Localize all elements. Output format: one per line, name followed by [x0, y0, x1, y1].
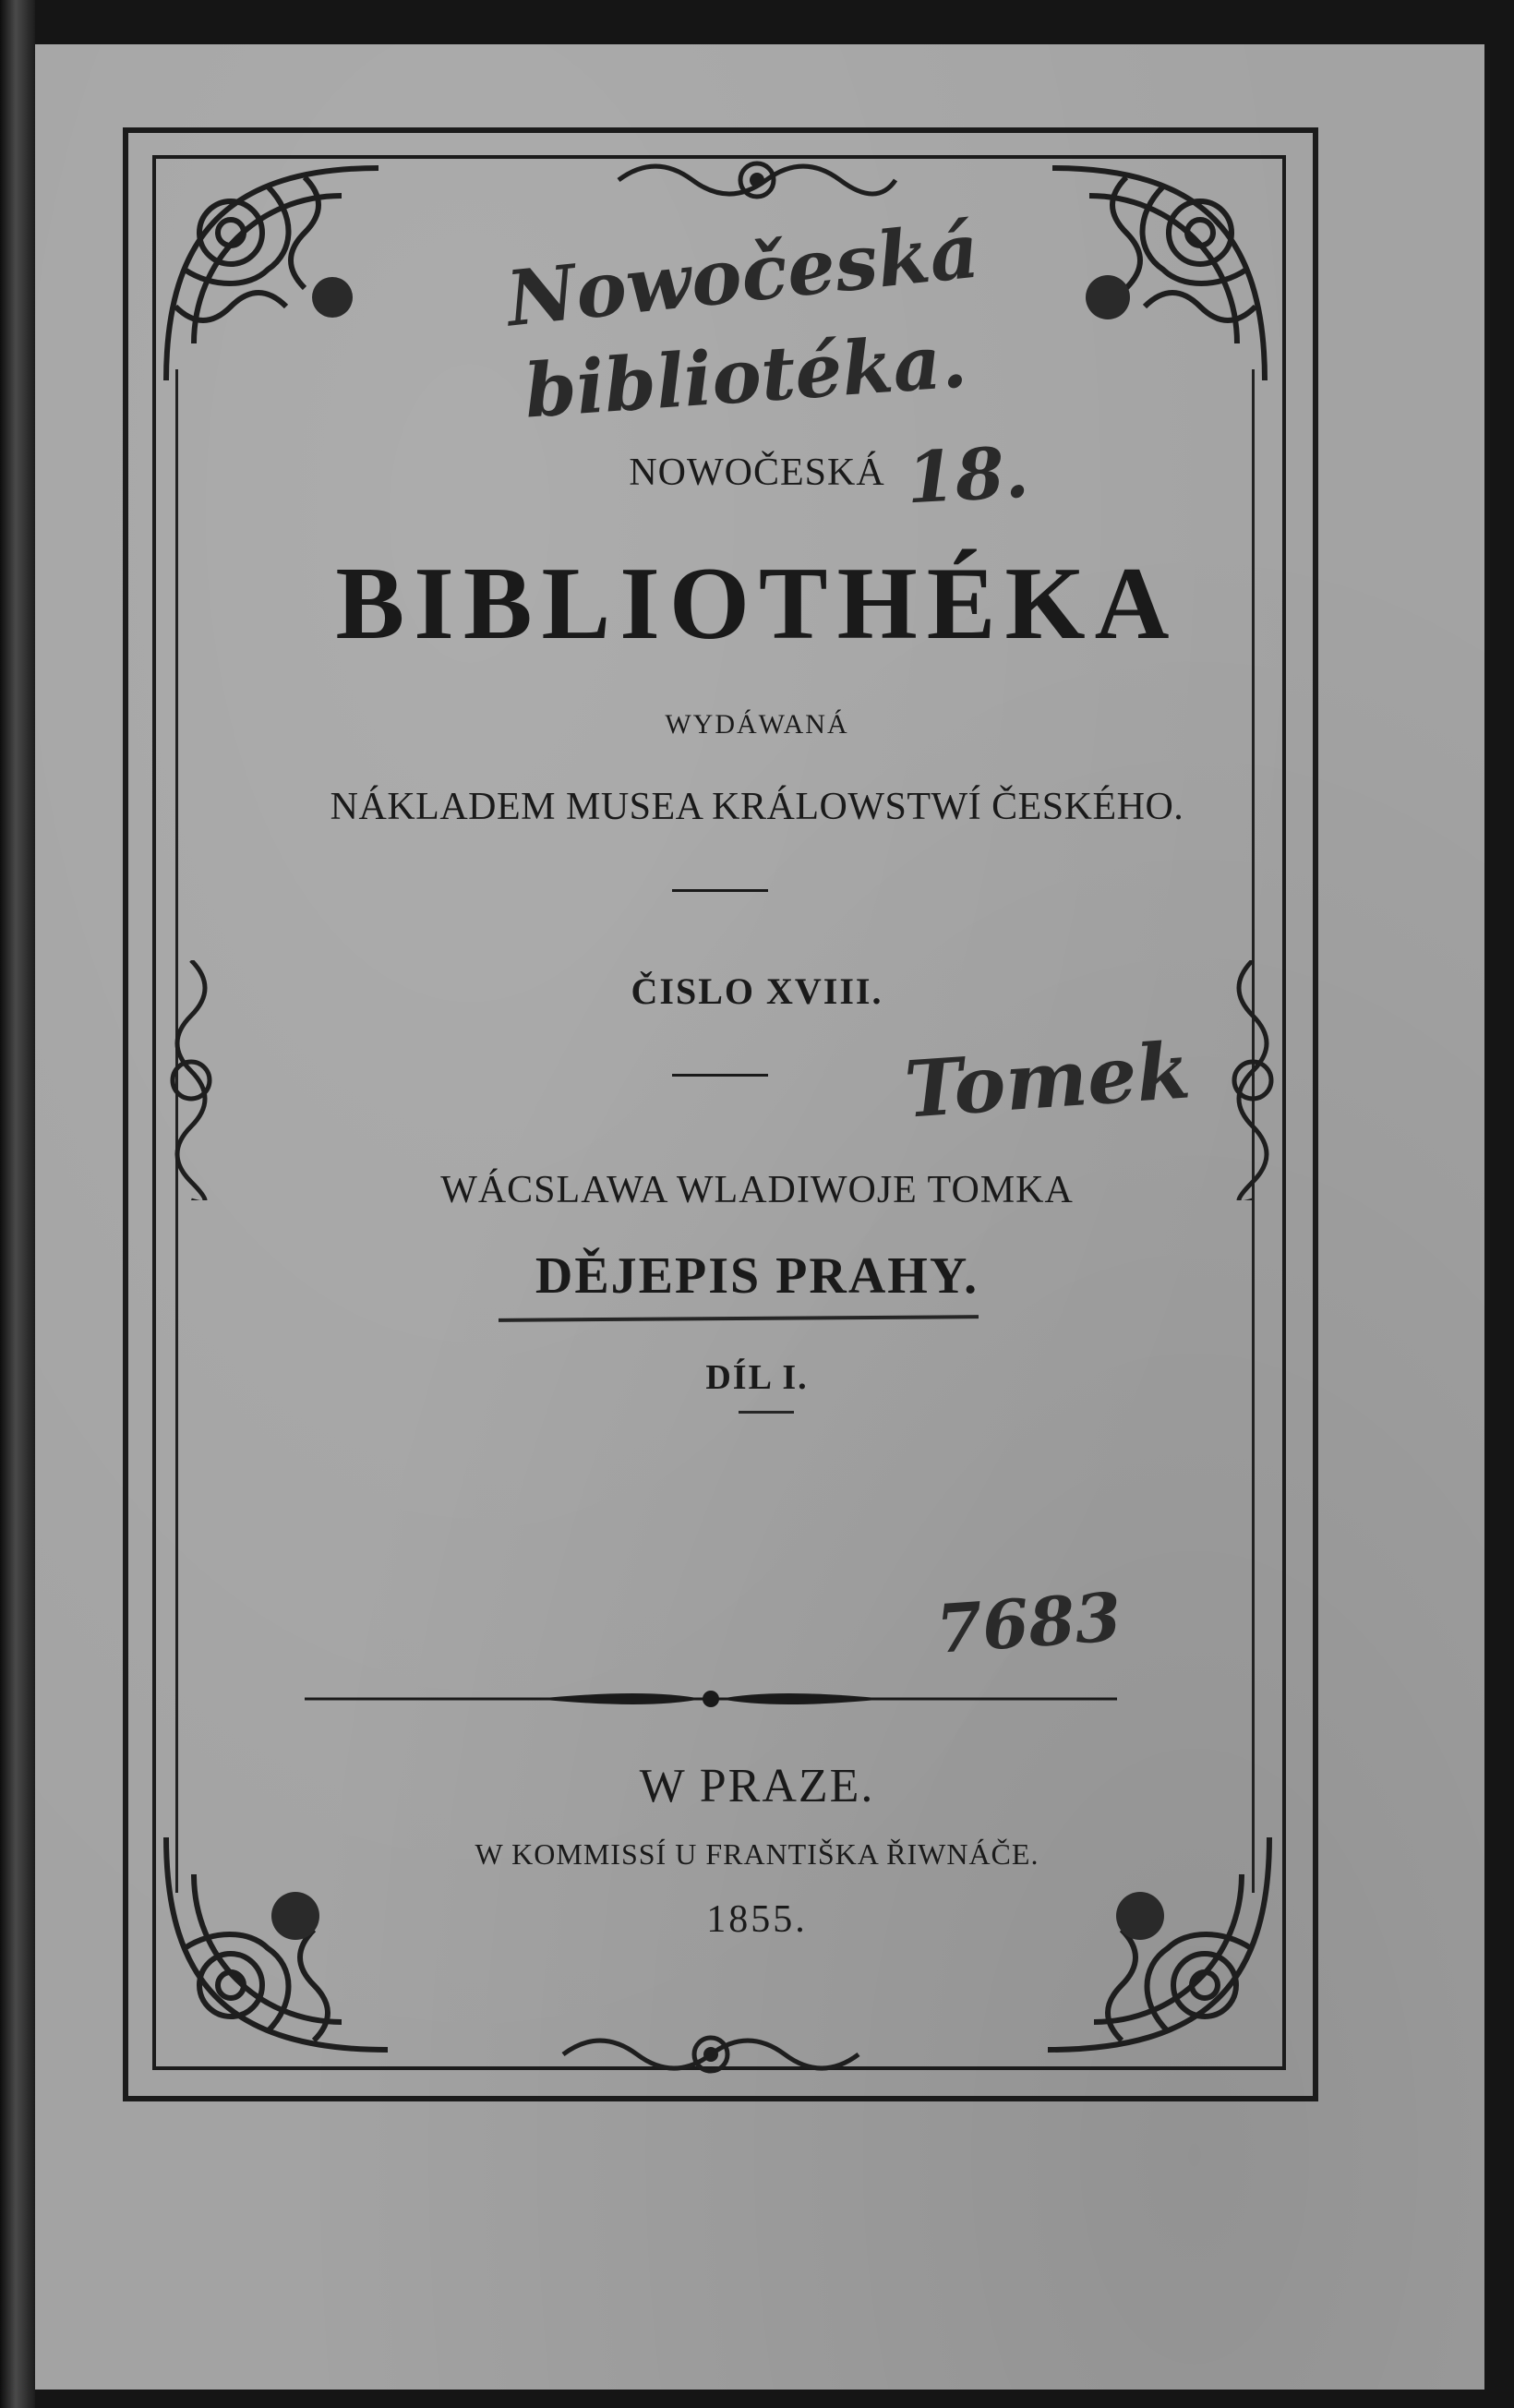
imprint-place: W PRAZE. — [639, 1760, 875, 1812]
handwritten-shelf-mark: 7683 — [933, 1577, 1124, 1668]
publisher-line: NÁKLADEM MUSEA KRÁLOWSTWÍ ČESKÉHO. — [330, 786, 1184, 828]
corner-ornament-top-left — [157, 159, 388, 390]
issued-by-label: WYDÁWANÁ — [665, 709, 849, 740]
imprint-year: 1855. — [706, 1898, 808, 1941]
corner-ornament-top-right — [1043, 159, 1274, 390]
short-rule-lower — [672, 1074, 768, 1077]
series-label: NOWOČESKÁ — [629, 452, 885, 494]
series-title: BIBLIOTHÉKA — [335, 547, 1179, 661]
handwritten-library-note-line2: bibliotéka. — [522, 317, 970, 435]
handwritten-underline-volume — [739, 1411, 794, 1414]
top-center-ornament — [609, 148, 905, 212]
handwritten-library-note-line1: Nowočeská — [502, 206, 983, 344]
book-title: DĚJEPIS PRAHY. — [535, 1247, 979, 1305]
volume-number: ČISLO XVIII. — [631, 970, 883, 1012]
handwritten-author-note: Tomek — [901, 1024, 1194, 1136]
bottom-center-ornament — [554, 2022, 868, 2087]
imprint-commission: W KOMMISSÍ U FRANTIŠKA ŘIWNÁČE. — [475, 1837, 1039, 1871]
author-line: WÁCSLAWA WLADIWOJE TOMKA — [440, 1169, 1074, 1211]
volume-part: DÍL I. — [705, 1358, 809, 1397]
decorative-divider — [305, 1685, 1117, 1713]
handwritten-series-number: 18. — [904, 430, 1031, 520]
short-rule-upper — [672, 889, 768, 892]
